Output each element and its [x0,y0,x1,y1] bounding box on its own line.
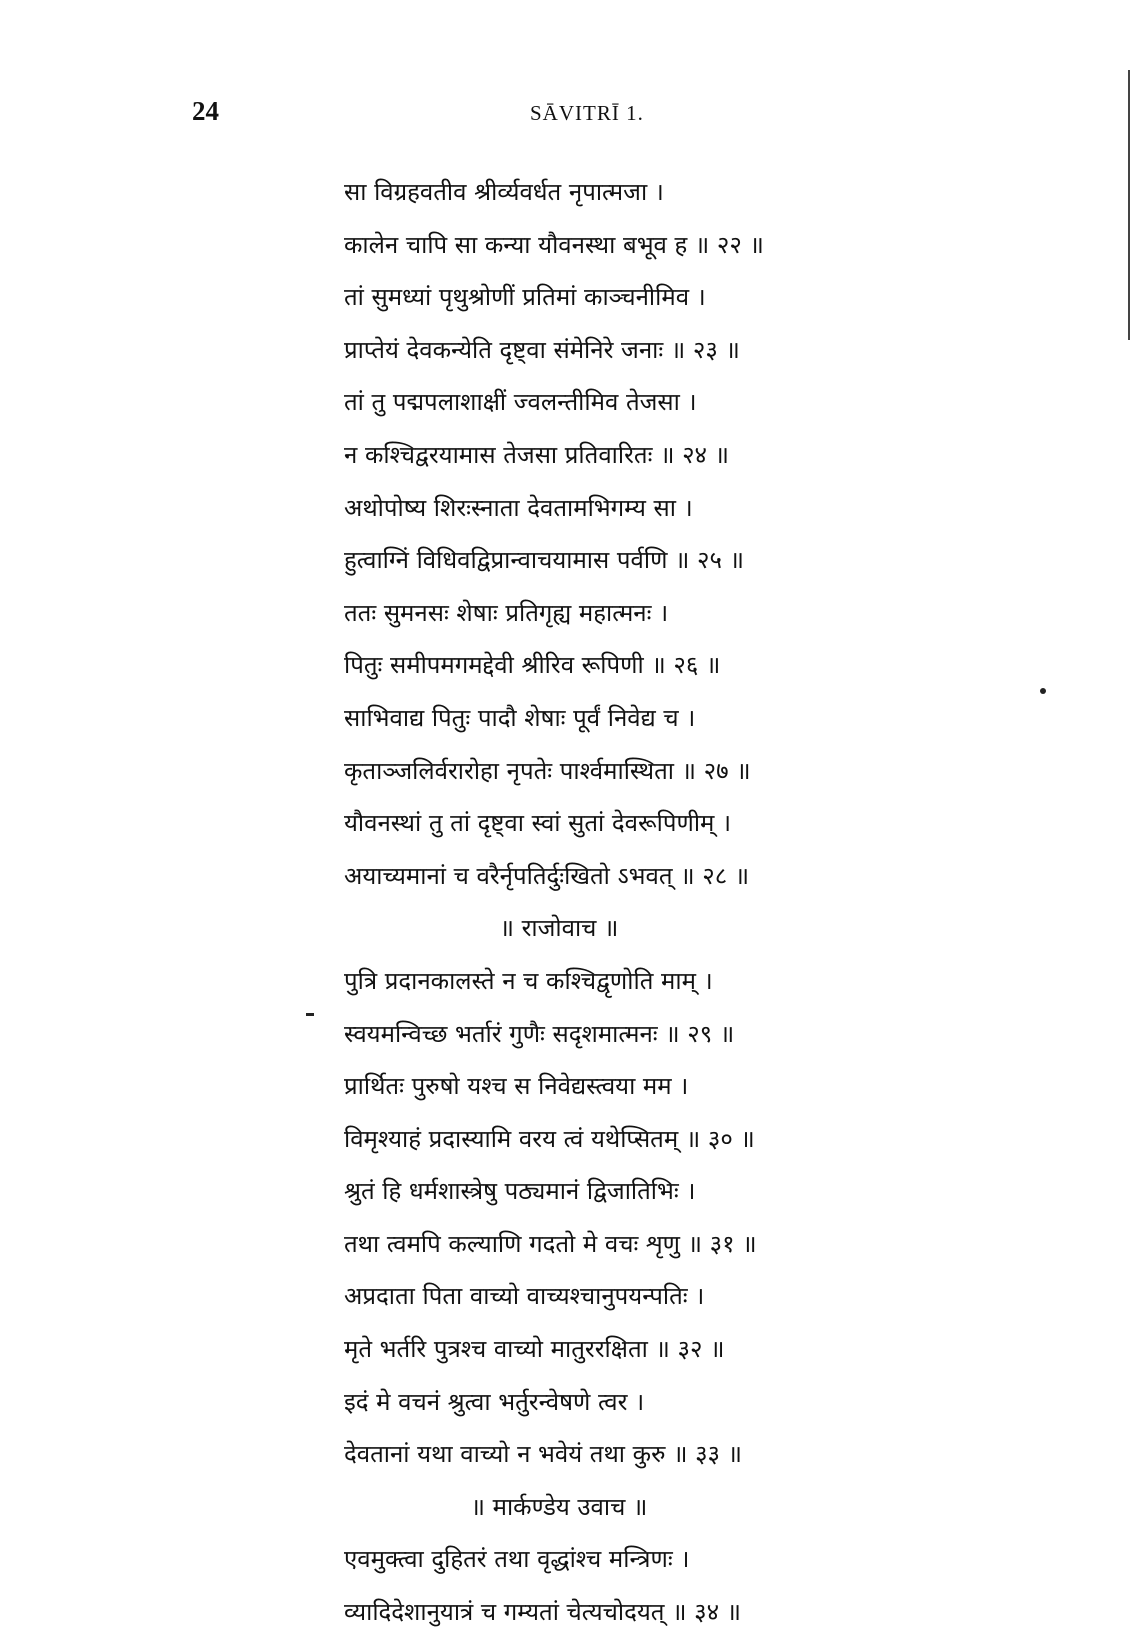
verse-line: ततः सुमनसः शेषाः प्रतिगृह्य महात्मनः । [344,598,669,627]
page-number: 24 [192,96,219,126]
verse-line: न कश्चिद्वरयामास तेजसा प्रतिवारितः ॥ २४ ॥ [344,440,730,469]
verse-line: तथा त्वमपि कल्याणि गदतो मे वचः शृणु ॥ ३१ ॥ [344,1229,757,1258]
scan-speck [306,1013,314,1016]
scan-margin-line [1128,70,1130,340]
verse-line: स्वयमन्विच्छ भर्तारं गुणैः सदृशमात्मनः ॥ २९ ॥ [344,1019,735,1048]
section-heading: ॥ राजोवाच ॥ [499,914,619,943]
verse-line: तां तु पद्मपलाशाक्षीं ज्वलन्तीमिव तेजसा । [344,388,697,417]
verse-line: यौवनस्थां तु तां दृष्ट्वा स्वां सुतां देवरूपिणीम् । [344,809,732,838]
running-head: SĀVITRĪ 1. [530,101,644,125]
verse-line: पुत्रि प्रदानकालस्ते न च कश्चिद्वृणोति माम् । [344,966,713,995]
verse-line: तां सुमध्यां पृथुश्रोणीं प्रतिमां काञ्चनीमिव । [344,283,706,312]
verse-line: इदं मे वचनं श्रुत्वा भर्तुरन्वेषणे त्वर । [344,1387,645,1416]
verse-line: पितुः समीपमगमद्देवी श्रीरिव रूपिणी ॥ २६ ॥ [344,651,721,680]
verse-line: सा विग्रहवतीव श्रीर्व्यवर्धत नृपात्मजा । [344,178,664,206]
verse-line: श्रुतं हि धर्मशास्त्रेषु पठ्यमानं द्विजातिभिः । [344,1177,696,1206]
verse-line: एवमुक्त्वा दुहितरं तथा वृद्धांश्च मन्त्रिणः । [344,1545,690,1574]
verse-line: अप्रदाता पिता वाच्यो वाच्यश्चानुपयन्पतिः । [344,1282,705,1311]
verse-line: विमृश्याहं प्रदास्यामि वरय त्वं यथेप्सितम् ॥ ३० ॥ [344,1124,755,1153]
verse-line: देवतानां यथा वाच्यो न भवेयं तथा कुरु ॥ ३३ ॥ [344,1440,743,1469]
scan-speck [1040,688,1046,694]
verse-line: साभिवाद्य पितुः पादौ शेषाः पूर्वं निवेद्य च । [344,703,696,732]
text-block [344,166,864,1639]
verse-line: कालेन चापि सा कन्या यौवनस्था बभूव ह ॥ २२ ॥ [344,230,764,259]
verse-line: कृताञ्जलिर्वरारोहा नृपतेः पार्श्वमास्थिता ॥ २७ ॥ [344,756,751,785]
verse-line: प्राप्तेयं देवकन्येति दृष्ट्वा संमेनिरे जनाः ॥ २३ ॥ [344,335,740,364]
verse-line: अथोपोष्य शिरःस्नाता देवतामभिगम्य सा । [344,493,693,522]
verse-line: व्यादिदेशानुयात्रं च गम्यतां चेत्यचोदयत् ॥ ३४ ॥ [344,1598,742,1627]
section-heading: ॥ मार्कण्डेय उवाच ॥ [470,1492,648,1521]
verse-line: प्रार्थितः पुरुषो यश्च स निवेद्यस्त्वया मम । [344,1072,689,1101]
verse-line: अयाच्यमानां च वरैर्नृपतिर्दुःखितो ऽभवत् ॥ २८ ॥ [344,861,750,890]
verse-line: मृते भर्तरि पुत्रश्च वाच्यो मातुररक्षिता ॥ ३२ ॥ [344,1335,725,1364]
verse-line: हुत्वाग्निं विधिवद्विप्रान्वाचयामास पर्वणि ॥ २५ ॥ [344,546,745,575]
